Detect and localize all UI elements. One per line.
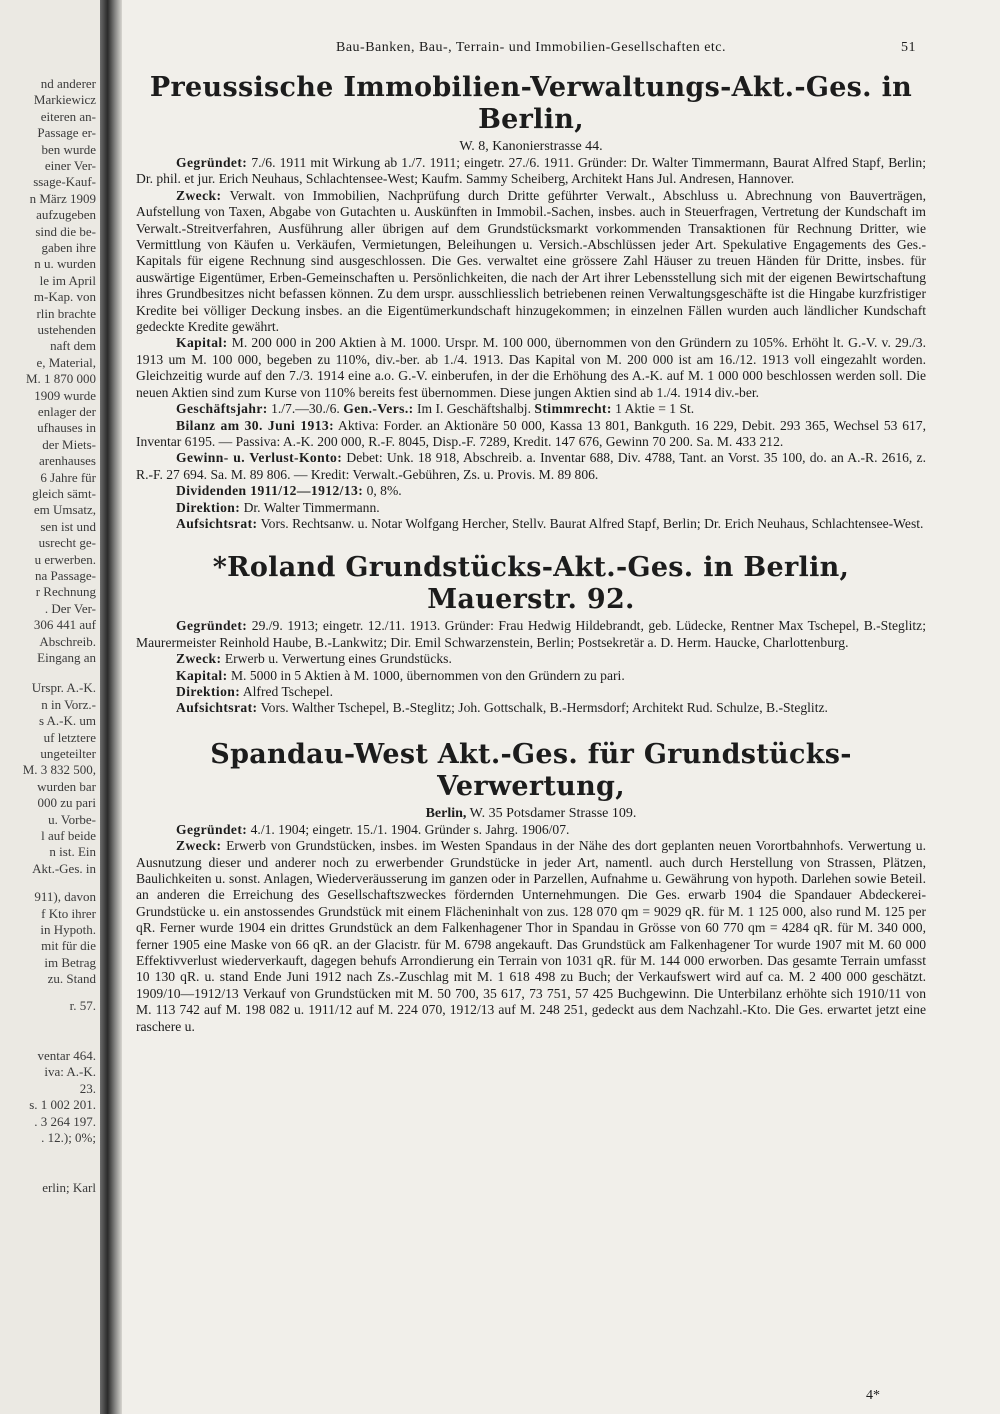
entry-paragraph [136,450,926,483]
section-spandau-west [136,739,926,1035]
fragment-line: ufhauses in [37,420,96,436]
fragment-line: 1909 wurde [34,387,96,403]
fragment-line: sen ist und [40,518,96,534]
fragment-line: gleich sämt- [32,486,96,501]
section-address [136,805,926,822]
entry-paragraph [136,188,926,336]
entry-label: Gegründet: [176,155,248,170]
section-title: *Roland Grundstücks-Akt.-Ges. in Berlin, Mauerstr. 92. [212,552,850,616]
fragment-line: s. 1 002 201. [29,1097,96,1113]
entry-label: Zweck: [176,838,222,854]
fragment-line: . Der Ver- [44,600,96,616]
entry-text: Vors. Rechtsanw. u. Notar Wolfgang Hercher, Stellv. Baurat Alfred Stapf, Berlin; Dr. Erich Neuhaus, Schlachtensee-West. [257,515,924,531]
entry-text: Debet: Unk. 18 918, Abschreib. a. Inventar 688, Div. 4788, Tant. an Vorst. 35 100, do. an A.-R. 2616, z. R.-F. 27 694. Sa. M. 89 806. — Kredit: Verwalt.-Gebühren, Zs. u. Provis. M. 89 806. [136,450,926,482]
entry-label: Direktion: [176,499,241,515]
fragment-line: rlin brachte [36,305,96,321]
fragment-line: iva: A.-K. [44,1064,96,1080]
fragment-line: f Kto ihrer [41,905,96,921]
entry-text: 1./7.—30./6. [267,401,344,417]
fragment-line: ustehenden [37,322,96,337]
entries [136,155,926,532]
entry-text: Erwerb von Grundstücken, insbes. im Westen Spandaus in der Nähe des dort geplanten neuen Vorortbahnhofs. Verwertung u. Ausnutzung dieser und anderer noch zu erwerbender Grundstücke in jeder Art, namentl. auch durch Herstellung von Strassen, Plätzen, Baulichkeiten u. sonst. Anlagen, Wiederveräusserung im ganzen oder in Parzellen, Aufnahme u. Gewährung von hypoth. Darlehen sowie Beteil. an anderen die Erreichung des Gesellschaftszweckes fördernden Unternehmungen. Die Ges. erwarb 1904 die Spandauer Abdeckerei-Grundstücke u. ein anstossendes Grundstück mit einem Flächeninhalt von zus. 128 070 qm = 9029 qR. für M. 1 125 000, also rund M. 125 per qR. Ferner wurde 1904 ein drittes Grundstück an dem Falkenhagener Thor in Spandau in Grösse von 60 770 qm = 4284 qR. für M. 340 000, ferner 1905 eine Maske von 66 qR. an der Glacistr. für M. 6798 angekauft. Das Grundstück am Falkenhagener Tor wurde 1907 mit M. 60 000 Effektivverlust wiederverkauft, dagegen behufs Arrondierung ein Terrain von 1031 qR. für M. 144 000 erworben. Das gesamte Terrain umfasst 10 130 qR. u. stand Ende Juni 1912 nach Zs.-Zuschlag mit M. 1 618 498 zu Buch; der Verkaufswert wird auf ca. M. 2 400 000 geschätzt. 1909/10—1912/13 Verkauf von Grundstücken mit M. 50 700, 35 617, 73 751, 57 425 Buchgewinn. Die Unterbilanz erhöhte sich 1910/11 von M. 113 742 auf M. 198 082 u. 1911/12 auf M. 224 070, 1912/13 auf M. 248 251, gedeckt aus dem Nachzahl.-Kto. Die Ges. erwartet jetzt eine raschere u. [136,838,926,1034]
fragment-line: arenhauses [38,453,96,469]
running-head-title: Bau-Banken, Bau-, Terrain- und Immobilien-Gesellschaften etc. [335,40,727,55]
fragment-line: ssage-Kauf- [33,174,96,190]
entry-paragraph [136,668,926,684]
fragment-line: u erwerben. [34,551,96,567]
entry-label: Zweck: [176,651,222,667]
section-city: Berlin, [425,805,467,821]
entry-text: Alfred Tschepel. [240,683,333,699]
fragment-line: ungeteilter [40,746,96,761]
page-number: 51 [901,40,916,55]
entries [136,618,926,716]
fragment-line: zu. Stand [47,971,96,987]
entry-label: Geschäftsjahr: [176,401,268,417]
fragment-line: n ist. Ein [49,844,96,860]
entry-paragraph [136,838,926,1035]
fragment-line: Abschreib. [39,633,96,649]
previous-page-fragment [0,0,100,1414]
fragment-line: u. Vorbe- [48,811,96,827]
fragment-line: e, Material, [36,354,96,370]
fragment-line: s A.-K. um [38,713,96,729]
fragment-line: n u. wurden [34,256,96,272]
entry-paragraph [136,335,926,401]
fragment-line: M. 3 832 500, [22,762,96,778]
section-title: Spandau-West Akt.-Ges. für Grundstücks-Verwertung, [210,738,852,802]
section-preussische [136,72,926,532]
entry-text: M. 200 000 in 200 Aktien à M. 1000. Urspr. M. 100 000, übernommen von den Gründern zu 105%. Erhöht lt. G.-V. v. 29./3. 1913 um M. 100 000, begeben zu 110%, div.-ber. ab 1./4. 1913. Das Kapital von M. 200 000 ist am 16./12. 1913 voll eingezahlt worden. Gleichzeitig wurde auf den 7./3. 1914 eine a.o. G.-V. einberufen, in der die Erhöhung des A.-K. auf M. 1 000 000 beschlossen werden soll. Die neuen Aktien sind zum Kurse von 110% bereits fest übernommen. Diese jungen Aktien sind ab 1./4. 1914 div.-ber. [136,335,926,400]
running-head [136,40,926,64]
entry-paragraph [136,618,926,651]
fragment-line: 911), davon [34,889,96,905]
entry-text: 1 Aktie = 1 St. [611,401,695,417]
section-address: W. 8, Kanonierstrasse 44. [459,139,603,154]
fragment-line: enlager der [37,404,96,419]
entry-paragraph [136,483,926,499]
entry-text: Vors. Walther Tschepel, B.-Steglitz; Joh. Gottschalk, B.-Hermsdorf; Architekt Rud. Schulze, B.-Steglitz. [257,700,828,716]
fragment-line: em Umsatz, [33,502,96,518]
fragment-line: 306 441 auf [33,617,96,633]
fragment-line: einer Ver- [44,158,96,173]
entry-label: Gegründet: [176,618,248,634]
entry-paragraph [136,651,926,667]
fragment-line: r. 57. [69,997,96,1013]
entry-label: Gewinn- u. Verlust-Konto: [176,450,343,466]
fragment-line: m-Kap. von [33,289,96,305]
signature-mark: 4* [866,1388,880,1403]
entry-paragraph [136,700,926,716]
fragment-line: n in Vorz.- [41,696,96,712]
page-body [136,40,926,1035]
fragment-line: l auf beide [41,828,96,843]
fragment-line: gaben ihre [41,240,96,255]
entry-paragraph [136,822,926,838]
fragment-line: im Betrag [44,954,96,970]
fragment-line: erlin; Karl [42,1180,96,1196]
entry-label: Gegründet: [176,821,248,837]
section-street: W. 35 Potsdamer Strasse 109. [466,805,637,821]
entry-label: Kapital: [176,335,228,351]
entry-label: Dividenden 1911/12—1912/13: [176,483,364,499]
fragment-line: ben wurde [41,141,96,157]
entry-label: Direktion: [176,683,241,699]
entry-text: Dr. Walter Timmermann. [240,499,380,515]
entry-label: Stimmrecht: [534,401,612,417]
entry-text: Erwerb u. Verwertung eines Grundstücks. [221,651,452,667]
fragment-line: ventar 464. [37,1048,96,1063]
fragment-line: Markiewicz [33,92,96,108]
fragment-line: n März 1909 [29,190,96,206]
entry-text: M. 5000 in 5 Aktien à M. 1000, übernommen von den Gründern zu pari. [227,667,625,683]
fragment-line: na Passage- [34,568,96,583]
fragment-line: le im April [39,272,96,288]
fragment-line: usrecht ge- [38,535,96,551]
fragment-line: r Rechnung [35,584,96,600]
fragment-line: Urspr. A.-K. [31,680,96,696]
section-title: Preussische Immobilien-Verwaltungs-Akt.-Ges. in Berlin, [149,72,913,135]
fragment-line: Eingang an [37,650,96,665]
fragment-line: Passage er- [37,125,96,141]
entry-text: 29./9. 1913; eingetr. 12./11. 1913. Gründer: Frau Hedwig Hildebrandt, geb. Lüdecke, Rentner Max Tschepel, B.-Steglitz; Maurermeister Reinhold Haube, B.-Lankwitz; Dir. Emil Schwarzenstein, Berlin; Postsekretär a. D. Herm. Haucke, Charlottenburg. [136,618,926,650]
fragment-line: in Hypoth. [40,922,96,937]
entries [136,822,926,1035]
entry-label: Zweck: [176,187,222,203]
entry-label: Kapital: [176,667,228,683]
fragment-line: . 3 264 197. [34,1113,96,1129]
entry-label: Bilanz am 30. Juni 1913: [176,417,335,433]
fragment-line: . 12.); 0%; [41,1130,96,1145]
fragment-line: sind die be- [35,223,96,239]
fragment-line: mit für die [41,938,96,954]
fragment-line: uf letztere [43,729,96,745]
entry-label: Gen.-Vers.: [343,401,414,417]
entry-text: 7./6. 1911 mit Wirkung ab 1./7. 1911; eingetr. 27./6. 1911. Gründer: Dr. Walter Timmermann, Baurat Alfred Stapf, Berlin; Dr. phil. et jur. Erich Neuhaus, Schlachtensee-West; Kaufm. Sammy Scheiberg, Architekt Hans Jul. Andresen, Hannover. [136,155,926,187]
entry-text: Aktiva: Forder. an Aktionäre 50 000, Kassa 13 801, Bankguth. 16 229, Debit. 293 365, Wechsel 53 617, Inventar 6195. — Passiva: A.-K. 200 000, R.-F. 8045, Disp.-F. 7289, Kredit. 147 676, Gewinn 70 200. Sa. M. 433 212. [136,417,926,449]
entry-text: Verwalt. von Immobilien, Nachprüfung durch Dritte geführter Verwalt., Abschluss u. Abrechnung von Bauverträgen, Aufstellung von Taxen, Abgabe von Gutachten u. Auskünften in Immobil.-Sachen, insbes. auch in Steuerfragen, Vertretung der Kundschaft im Verwalt.-Streitverfahren, Ausführung aller übrigen auf dem Grundstücksmarkt vorkommenden Transaktionen für Rechnung Dritter, wie Vermittlung von Käufen u. Verkäufen, Vermietungen, Beleihungen u. Versich.-Abschlüssen jeder Art. Spekulative Engagements des Ges.-Kapitals für eigene Rechnung sind ausgeschlossen. Die Ges. verwaltet eine grössere Zahl Häuser zu treuen Händen für Dritte, insbes. für auswärtige Eigentümer, Erben-Gemeinschaften u. Persönlichkeiten, die nach der Art ihrer Lebensstellung sich mit der eigenen Bewirtschaftung ihres Grundbesitzes nicht befassen können. Zu dem urspr. ausschliesslich betriebenen reinen Verwaltungsgeschäfte ist die Hingabe kurzfristiger Kredite bei völliger Deckung insbes. an die Eigentümerkundschaft hinzugekommen; in einzelnen Fällen wurden auch ländlicher Kundschaft gedeckte Kredite gewährt. [136,187,926,335]
entry-label: Aufsichtsrat: [176,515,258,531]
fragment-line: nd anderer [40,76,96,91]
fragment-line: aufzugeben [36,207,96,223]
fragment-line: 6 Jahre für [40,469,96,485]
fragment-line: Akt.-Ges. in [32,860,96,876]
entry-paragraph [136,500,926,516]
entry-paragraph [136,418,926,451]
fragment-line: 000 zu pari [37,795,96,811]
fragment-line: 23. [79,1080,96,1096]
fragment-line: der Miets- [42,436,96,452]
section-roland [136,552,926,716]
entry-paragraph [136,684,926,700]
entry-text: 4./1. 1904; eingetr. 15./1. 1904. Gründer s. Jahrg. 1906/07. [247,821,570,837]
fragment-line: eiteren an- [40,108,96,124]
entry-label: Aufsichtsrat: [176,700,258,716]
entry-text: Im I. Geschäftshalbj. [413,401,535,417]
entry-paragraph [136,155,926,188]
fragment-line: wurden bar [37,778,96,794]
fragment-line: naft dem [50,338,96,354]
entry-paragraph [136,516,926,532]
entry-text: 0, 8%. [363,483,402,499]
fragment-line: M. 1 870 000 [25,371,96,387]
book-gutter [100,0,122,1414]
entry-paragraph [136,401,926,417]
